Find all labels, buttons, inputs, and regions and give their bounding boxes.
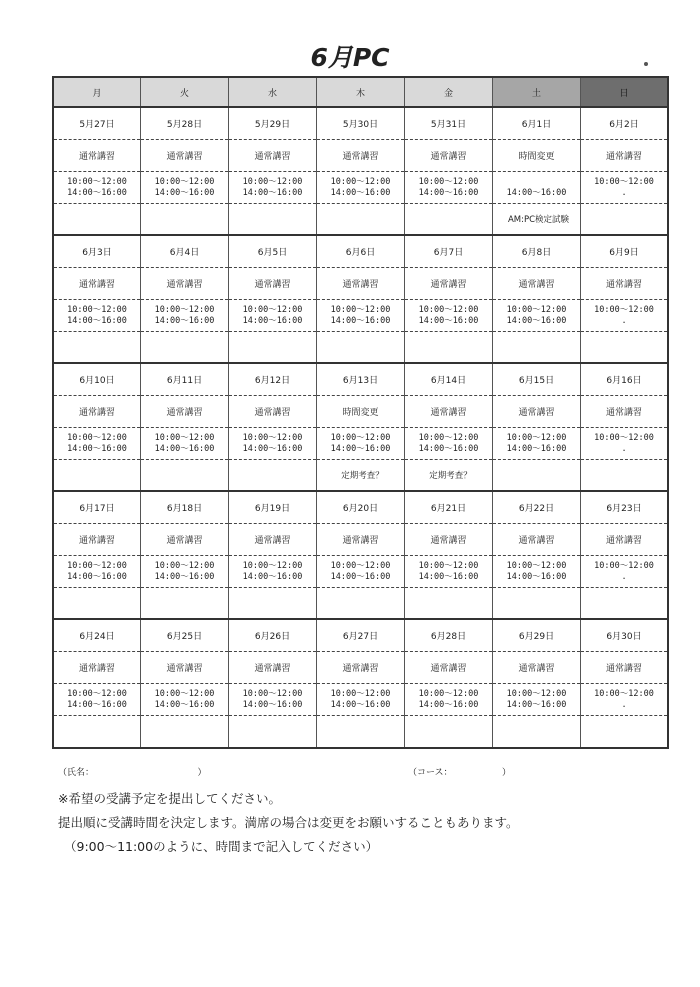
day-time-afternoon: 14:00〜16:00 [242, 699, 303, 710]
day-times [493, 172, 580, 204]
day-note [54, 204, 140, 234]
day-time-afternoon: 14:00〜16:00 [154, 315, 215, 326]
day-note [581, 588, 667, 618]
day-time-afternoon: 14:00〜16:00 [330, 315, 391, 326]
day-date: 6月18日 [141, 492, 228, 524]
day-times [405, 556, 492, 588]
day-course: 通常講習 [581, 396, 667, 428]
day-time-afternoon: 14:00〜16:00 [330, 699, 391, 710]
day-times [581, 300, 667, 332]
day-time-afternoon: 14:00〜16:00 [67, 699, 127, 710]
day-note [141, 588, 228, 618]
day-cell[interactable] [581, 492, 667, 618]
day-time-morning: 10:00〜12:00 [242, 432, 303, 443]
day-date: 6月24日 [54, 620, 140, 652]
day-cell[interactable] [54, 108, 141, 234]
day-date: 6月30日 [581, 620, 667, 652]
day-date: 6月8日 [493, 236, 580, 268]
day-course: 通常講習 [317, 652, 404, 684]
weekday-header-wed: 水 [229, 78, 317, 106]
day-time-morning: 10:00〜12:00 [418, 304, 479, 315]
day-course: 通常講習 [493, 524, 580, 556]
day-course: 通常講習 [405, 652, 492, 684]
day-time-afternoon: 14:00〜16:00 [506, 571, 567, 582]
day-times [229, 556, 316, 588]
day-time-afternoon: 14:00〜16:00 [418, 315, 479, 326]
day-time-morning: 10:00〜12:00 [67, 176, 127, 187]
course-field[interactable]: （コース： ） [408, 768, 512, 778]
day-cell[interactable] [581, 236, 667, 362]
day-date: 6月26日 [229, 620, 316, 652]
day-time-afternoon: 14:00〜16:00 [242, 187, 303, 198]
day-date: 5月31日 [405, 108, 492, 140]
day-date: 5月30日 [317, 108, 404, 140]
weekday-header-sat: 土 [493, 78, 581, 106]
day-date: 6月28日 [405, 620, 492, 652]
day-cell[interactable] [141, 236, 229, 362]
day-time-morning: 10:00〜12:00 [154, 432, 215, 443]
day-time-afternoon: 14:00〜16:00 [154, 443, 215, 454]
day-note [141, 332, 228, 362]
day-date: 6月20日 [317, 492, 404, 524]
day-date: 5月29日 [229, 108, 316, 140]
day-times [317, 300, 404, 332]
day-date: 6月2日 [581, 108, 667, 140]
day-times [229, 684, 316, 716]
day-note [54, 588, 140, 618]
weekday-header-mon: 月 [54, 78, 141, 106]
day-course: 通常講習 [493, 268, 580, 300]
day-note [54, 460, 140, 490]
footer [58, 765, 658, 859]
day-cell[interactable] [229, 108, 317, 234]
day-cell[interactable] [405, 108, 493, 234]
schedule-calendar [52, 76, 669, 749]
day-cell[interactable] [141, 364, 229, 490]
day-time-afternoon: 14:00〜16:00 [506, 187, 567, 198]
day-times [317, 428, 404, 460]
day-cell[interactable] [317, 620, 405, 747]
day-note [493, 332, 580, 362]
day-time-morning: 10:00〜12:00 [594, 304, 654, 315]
day-course: 通常講習 [229, 140, 316, 172]
day-course: 通常講習 [141, 268, 228, 300]
day-cell[interactable] [317, 108, 405, 234]
day-times [581, 428, 667, 460]
day-times [405, 428, 492, 460]
week-rows [54, 108, 667, 747]
day-time-afternoon: . [621, 571, 627, 582]
day-date: 6月29日 [493, 620, 580, 652]
day-date: 6月6日 [317, 236, 404, 268]
day-cell[interactable] [317, 364, 405, 490]
day-time-morning [534, 177, 539, 188]
day-times [54, 556, 140, 588]
day-time-morning: 10:00〜12:00 [506, 432, 567, 443]
day-times [581, 172, 667, 204]
day-course: 通常講習 [229, 396, 316, 428]
day-time-afternoon: 14:00〜16:00 [506, 443, 567, 454]
day-cell[interactable] [405, 492, 493, 618]
day-note [229, 716, 316, 747]
day-time-afternoon: . [621, 187, 627, 198]
day-note [493, 588, 580, 618]
day-date: 6月9日 [581, 236, 667, 268]
day-time-morning: 10:00〜12:00 [594, 688, 654, 699]
day-date: 6月23日 [581, 492, 667, 524]
day-course: 通常講習 [581, 524, 667, 556]
day-times [493, 556, 580, 588]
day-time-afternoon: . [621, 443, 627, 454]
day-cell[interactable] [229, 236, 317, 362]
day-course: 通常講習 [54, 396, 140, 428]
day-times [493, 300, 580, 332]
day-date: 6月10日 [54, 364, 140, 396]
day-course: 通常講習 [141, 652, 228, 684]
day-times [405, 172, 492, 204]
weekday-header-tue: 火 [141, 78, 229, 106]
day-time-morning: 10:00〜12:00 [242, 176, 303, 187]
day-cell[interactable] [229, 492, 317, 618]
day-time-afternoon: 14:00〜16:00 [67, 315, 127, 326]
notice-line-1: ※希望の受講予定を提出してください。 [58, 791, 281, 806]
day-course: 通常講習 [317, 524, 404, 556]
day-course: 通常講習 [493, 652, 580, 684]
day-cell[interactable] [493, 108, 581, 234]
day-times [229, 172, 316, 204]
day-course: 通常講習 [405, 140, 492, 172]
day-note [493, 460, 580, 490]
day-time-afternoon: 14:00〜16:00 [418, 699, 479, 710]
footer-fields [58, 765, 658, 783]
day-date: 6月27日 [317, 620, 404, 652]
day-date: 6月17日 [54, 492, 140, 524]
day-time-afternoon: 14:00〜16:00 [154, 571, 215, 582]
day-course: 通常講習 [581, 652, 667, 684]
day-course: 通常講習 [405, 268, 492, 300]
day-times [317, 684, 404, 716]
day-time-morning: 10:00〜12:00 [67, 304, 127, 315]
day-course: 通常講習 [581, 268, 667, 300]
day-date: 6月5日 [229, 236, 316, 268]
day-note [141, 460, 228, 490]
day-cell[interactable] [54, 364, 141, 490]
day-times [54, 172, 140, 204]
day-time-morning: 10:00〜12:00 [330, 560, 391, 571]
week-row [54, 236, 667, 364]
day-time-afternoon: 14:00〜16:00 [330, 443, 391, 454]
day-cell[interactable] [581, 364, 667, 490]
day-note [405, 204, 492, 234]
day-time-afternoon: 14:00〜16:00 [67, 571, 127, 582]
day-time-morning: 10:00〜12:00 [330, 176, 391, 187]
day-cell[interactable] [141, 492, 229, 618]
day-times [141, 300, 228, 332]
day-cell[interactable] [493, 492, 581, 618]
day-note [229, 332, 316, 362]
day-times [141, 428, 228, 460]
day-times [493, 684, 580, 716]
day-course: 通常講習 [229, 524, 316, 556]
day-note [229, 204, 316, 234]
day-date: 6月21日 [405, 492, 492, 524]
day-times [141, 556, 228, 588]
day-times [317, 556, 404, 588]
day-course: 通常講習 [54, 652, 140, 684]
notice-line-2: 提出順に受講時間を決定します。満席の場合は変更をお願いすることもあります。 [58, 815, 519, 830]
day-cell[interactable] [229, 620, 317, 747]
day-date: 6月22日 [493, 492, 580, 524]
day-date: 6月1日 [493, 108, 580, 140]
day-date: 6月25日 [141, 620, 228, 652]
day-date: 6月15日 [493, 364, 580, 396]
day-cell[interactable] [141, 108, 229, 234]
day-time-morning: 10:00〜12:00 [594, 560, 654, 571]
day-time-afternoon: 14:00〜16:00 [242, 571, 303, 582]
day-course: 通常講習 [141, 396, 228, 428]
day-date: 5月28日 [141, 108, 228, 140]
day-cell[interactable] [141, 620, 229, 747]
day-time-afternoon: 14:00〜16:00 [330, 571, 391, 582]
day-date: 6月13日 [317, 364, 404, 396]
day-date: 6月3日 [54, 236, 140, 268]
day-course: 通常講習 [405, 396, 492, 428]
day-time-afternoon: . [621, 699, 627, 710]
day-time-morning: 10:00〜12:00 [506, 560, 567, 571]
day-time-morning: 10:00〜12:00 [330, 432, 391, 443]
day-time-morning: 10:00〜12:00 [67, 560, 127, 571]
week-row [54, 108, 667, 236]
day-time-morning: 10:00〜12:00 [242, 688, 303, 699]
day-cell[interactable] [317, 236, 405, 362]
day-time-afternoon: 14:00〜16:00 [154, 187, 215, 198]
day-date: 6月12日 [229, 364, 316, 396]
day-course: 通常講習 [54, 268, 140, 300]
day-course: 通常講習 [229, 652, 316, 684]
day-times [405, 684, 492, 716]
day-cell[interactable] [493, 364, 581, 490]
day-cell[interactable] [493, 620, 581, 747]
day-time-afternoon: 14:00〜16:00 [242, 315, 303, 326]
day-note [581, 204, 667, 234]
weekday-header-fri: 金 [405, 78, 493, 106]
day-time-morning: 10:00〜12:00 [594, 432, 654, 443]
day-note [317, 588, 404, 618]
day-note [141, 204, 228, 234]
day-cell[interactable] [405, 620, 493, 747]
day-times [493, 428, 580, 460]
notice [58, 787, 658, 859]
day-course: 時間変更 [493, 140, 580, 172]
day-date: 6月14日 [405, 364, 492, 396]
day-date: 6月19日 [229, 492, 316, 524]
notice-line-3: （9:00〜11:00のように、時間まで記入してください） [64, 839, 379, 854]
day-note [581, 332, 667, 362]
day-note [317, 204, 404, 234]
day-times [581, 684, 667, 716]
day-time-morning: 10:00〜12:00 [242, 304, 303, 315]
weekday-header-row [54, 78, 667, 108]
page-title: 6月PC [310, 43, 390, 72]
day-course: 通常講習 [141, 140, 228, 172]
day-time-afternoon: 14:00〜16:00 [330, 187, 391, 198]
day-time-afternoon: 14:00〜16:00 [506, 315, 567, 326]
day-note [54, 332, 140, 362]
day-times [229, 300, 316, 332]
day-times [141, 172, 228, 204]
day-cell[interactable] [405, 364, 493, 490]
scan-mark [644, 62, 648, 66]
day-note [229, 460, 316, 490]
day-time-morning: 10:00〜12:00 [154, 176, 215, 187]
day-course: 通常講習 [405, 524, 492, 556]
day-date: 6月7日 [405, 236, 492, 268]
day-time-morning: 10:00〜12:00 [506, 304, 567, 315]
weekday-header-thu: 木 [317, 78, 405, 106]
day-time-afternoon: 14:00〜16:00 [418, 571, 479, 582]
day-note: AM:PC検定試験 [507, 215, 570, 225]
day-times [54, 684, 140, 716]
week-row [54, 620, 667, 747]
day-time-afternoon: 14:00〜16:00 [418, 187, 479, 198]
week-row [54, 492, 667, 620]
day-cell[interactable] [54, 236, 141, 362]
day-date: 6月16日 [581, 364, 667, 396]
day-date: 5月27日 [54, 108, 140, 140]
day-course: 通常講習 [317, 268, 404, 300]
day-cell[interactable] [54, 620, 141, 747]
day-time-afternoon: 14:00〜16:00 [67, 443, 127, 454]
day-times [54, 428, 140, 460]
day-course: 通常講習 [581, 140, 667, 172]
day-time-morning: 10:00〜12:00 [418, 176, 479, 187]
day-date: 6月11日 [141, 364, 228, 396]
name-field[interactable]: （氏名： ） [58, 768, 207, 778]
day-times [581, 556, 667, 588]
day-cell[interactable] [581, 108, 667, 234]
day-time-afternoon: 14:00〜16:00 [154, 699, 215, 710]
day-cell[interactable] [405, 236, 493, 362]
day-time-morning: 10:00〜12:00 [418, 560, 479, 571]
week-row [54, 364, 667, 492]
day-course: 通常講習 [317, 140, 404, 172]
day-time-morning: 10:00〜12:00 [330, 304, 391, 315]
day-note [581, 460, 667, 490]
day-time-morning: 10:00〜12:00 [594, 176, 654, 187]
day-note [229, 588, 316, 618]
day-time-afternoon: . [621, 315, 627, 326]
day-time-morning: 10:00〜12:00 [67, 432, 127, 443]
day-time-morning: 10:00〜12:00 [418, 432, 479, 443]
day-times [229, 428, 316, 460]
day-note [317, 716, 404, 747]
day-time-morning: 10:00〜12:00 [418, 688, 479, 699]
day-times [317, 172, 404, 204]
day-note [581, 716, 667, 747]
day-times [405, 300, 492, 332]
day-time-morning: 10:00〜12:00 [330, 688, 391, 699]
day-cell[interactable] [229, 364, 317, 490]
day-note [405, 716, 492, 747]
day-course: 通常講習 [229, 268, 316, 300]
day-cell[interactable] [54, 492, 141, 618]
day-course: 時間変更 [317, 396, 404, 428]
day-times [54, 300, 140, 332]
day-cell[interactable] [581, 620, 667, 747]
day-time-morning: 10:00〜12:00 [154, 560, 215, 571]
day-time-afternoon: 14:00〜16:00 [418, 443, 479, 454]
day-note [405, 332, 492, 362]
day-course: 通常講習 [493, 396, 580, 428]
weekday-header-sun: 日 [581, 78, 667, 106]
day-time-morning: 10:00〜12:00 [506, 688, 567, 699]
day-time-morning: 10:00〜12:00 [154, 304, 215, 315]
day-time-morning: 10:00〜12:00 [67, 688, 127, 699]
day-note [141, 716, 228, 747]
day-note [493, 716, 580, 747]
day-cell[interactable] [317, 492, 405, 618]
day-note [317, 332, 404, 362]
day-note [405, 588, 492, 618]
day-course: 通常講習 [141, 524, 228, 556]
day-times [141, 684, 228, 716]
day-time-afternoon: 14:00〜16:00 [506, 699, 567, 710]
day-time-morning: 10:00〜12:00 [242, 560, 303, 571]
day-note [54, 716, 140, 747]
day-note: 定期考査？ [341, 471, 384, 481]
day-time-morning: 10:00〜12:00 [154, 688, 215, 699]
day-date: 6月4日 [141, 236, 228, 268]
day-time-afternoon: 14:00〜16:00 [67, 187, 127, 198]
day-course: 通常講習 [54, 140, 140, 172]
day-note: 定期考査？ [429, 471, 472, 481]
day-cell[interactable] [493, 236, 581, 362]
day-course: 通常講習 [54, 524, 140, 556]
day-time-afternoon: 14:00〜16:00 [242, 443, 303, 454]
